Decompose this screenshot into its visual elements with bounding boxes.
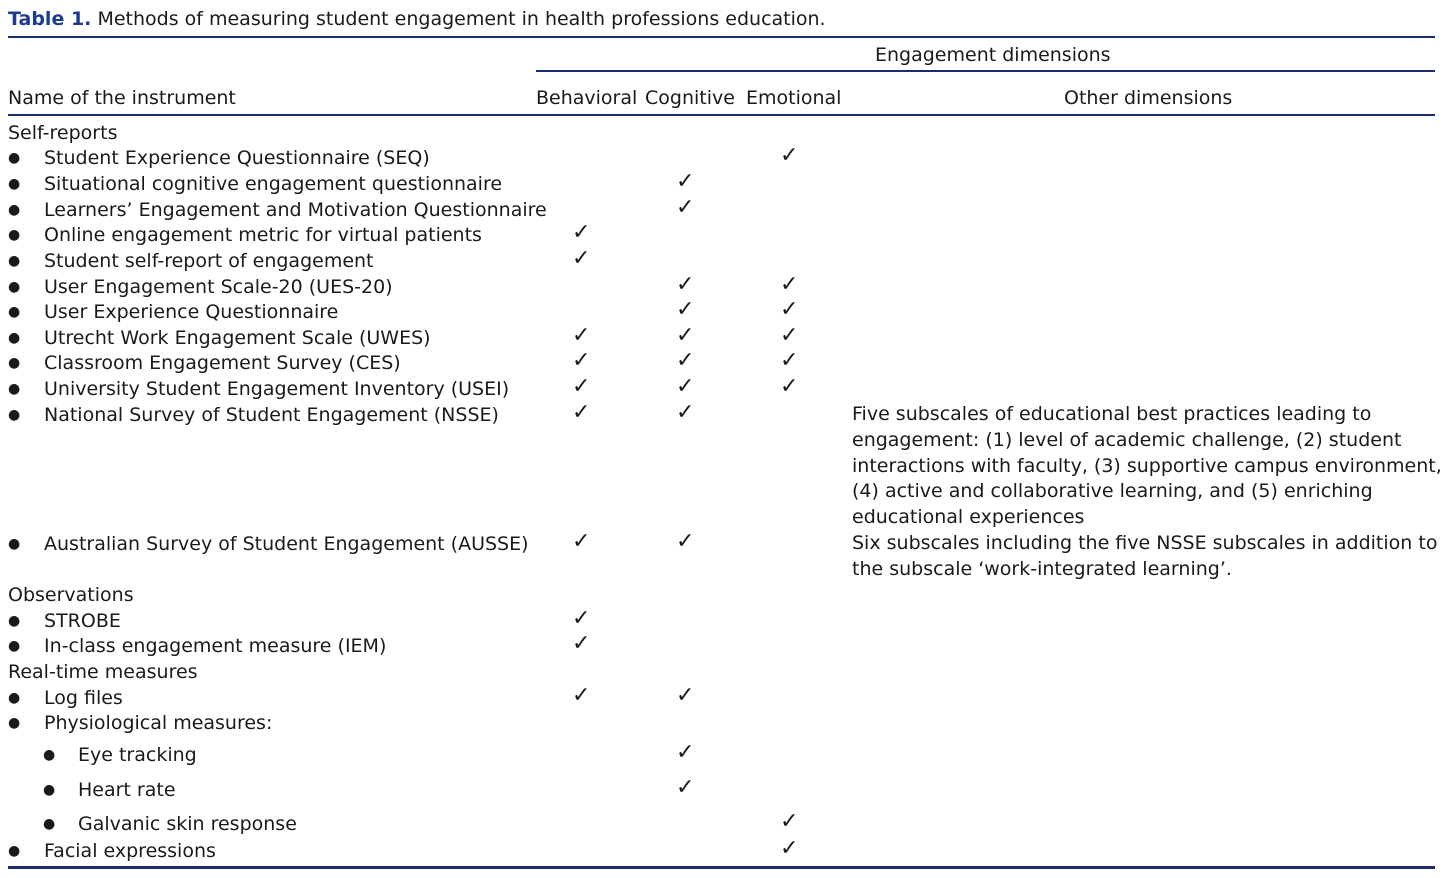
behavioral-check-icon: ✓ [572, 400, 591, 425]
instrument-name: In-class engagement measure (IEM) [44, 635, 387, 657]
bullet-icon: ● [8, 227, 21, 243]
bullet-icon: ● [8, 304, 21, 320]
emotional-check-icon: ✓ [780, 836, 799, 861]
bullet-icon: ● [8, 176, 21, 192]
header-rule [8, 114, 1435, 116]
bullet-icon: ● [8, 690, 21, 706]
cognitive-check-icon: ✓ [676, 374, 695, 399]
instrument-name: Utrecht Work Engagement Scale (UWES) [44, 327, 431, 349]
cognitive-check-icon: ✓ [676, 272, 695, 297]
bullet-icon: ● [8, 715, 21, 731]
behavioral-check-icon: ✓ [572, 348, 591, 373]
other-dimensions-line: Six subscales including the five NSSE subscales in addition to [852, 532, 1438, 554]
bullet-icon: ● [8, 253, 21, 269]
cognitive-check-icon: ✓ [676, 740, 695, 765]
bullet-icon: ● [8, 330, 21, 346]
instrument-name: Physiological measures: [44, 712, 273, 734]
cognitive-check-icon: ✓ [676, 169, 695, 194]
instrument-name: Eye tracking [78, 744, 197, 766]
column-header-cognitive: Cognitive [645, 87, 735, 109]
column-header-other: Other dimensions [1064, 87, 1233, 109]
column-header-name: Name of the instrument [8, 87, 236, 109]
behavioral-check-icon: ✓ [572, 529, 591, 554]
column-header-behavioral: Behavioral [536, 87, 638, 109]
instrument-name: Australian Survey of Student Engagement (AUSSE) [44, 533, 529, 555]
behavioral-check-icon: ✓ [572, 631, 591, 656]
table-caption [8, 8, 826, 30]
bullet-icon: ● [8, 381, 21, 397]
behavioral-check-icon: ✓ [572, 683, 591, 708]
emotional-check-icon: ✓ [780, 348, 799, 373]
instrument-name: User Engagement Scale-20 (UES-20) [44, 276, 393, 298]
bottom-rule [8, 866, 1435, 869]
bullet-icon: ● [8, 638, 21, 654]
top-rule [8, 36, 1435, 38]
instrument-name: Galvanic skin response [78, 813, 297, 835]
instrument-name: Log files [44, 687, 123, 709]
bullet-icon: ● [8, 202, 21, 218]
bullet-icon: ● [43, 816, 56, 832]
cognitive-check-icon: ✓ [676, 297, 695, 322]
cognitive-check-icon: ✓ [676, 683, 695, 708]
instrument-name: National Survey of Student Engagement (NSSE) [44, 404, 499, 426]
emotional-check-icon: ✓ [780, 374, 799, 399]
other-dimensions-line: educational experiences [852, 506, 1085, 529]
bullet-icon: ● [8, 843, 21, 859]
table-label: Table 1. [8, 8, 92, 30]
instrument-name: Heart rate [78, 779, 176, 801]
emotional-check-icon: ✓ [780, 323, 799, 348]
instrument-name: Facial expressions [44, 840, 216, 862]
emotional-check-icon: ✓ [780, 143, 799, 168]
behavioral-check-icon: ✓ [572, 374, 591, 399]
instrument-name: Student Experience Questionnaire (SEQ) [44, 147, 430, 169]
bullet-icon: ● [43, 747, 56, 763]
cognitive-check-icon: ✓ [676, 775, 695, 800]
other-dimensions-line: (4) active and collaborative learning, and (5) enriching [852, 480, 1373, 503]
bullet-icon: ● [8, 279, 21, 295]
bullet-icon: ● [43, 782, 56, 798]
emotional-check-icon: ✓ [780, 272, 799, 297]
instrument-name: Learners’ Engagement and Motivation Questionnaire [44, 199, 547, 221]
instrument-name: Student self-report of engagement [44, 250, 374, 272]
emotional-check-icon: ✓ [780, 809, 799, 834]
instrument-name: Online engagement metric for virtual patients [44, 224, 482, 246]
other-dimensions-line: interactions with faculty, (3) supportive campus environment, [852, 454, 1442, 477]
cognitive-check-icon: ✓ [676, 195, 695, 220]
bullet-icon: ● [8, 355, 21, 371]
behavioral-check-icon: ✓ [572, 323, 591, 348]
cognitive-check-icon: ✓ [676, 348, 695, 373]
behavioral-check-icon: ✓ [572, 246, 591, 271]
engagement-dimensions-header: Engagement dimensions [875, 44, 1111, 66]
section-heading-observations: Observations [8, 584, 134, 606]
bullet-icon: ● [8, 613, 21, 629]
other-dimensions-line: the subscale ‘work-integrated learning’. [852, 557, 1232, 580]
other-dimensions-text [852, 531, 1438, 583]
section-heading-real-time-measures: Real-time measures [8, 661, 198, 683]
behavioral-check-icon: ✓ [572, 606, 591, 631]
other-dimensions-line: Five subscales of educational best practices leading to [852, 403, 1372, 425]
bullet-icon: ● [8, 536, 21, 552]
group-header-rule [536, 70, 1435, 72]
emotional-check-icon: ✓ [780, 297, 799, 322]
instrument-name: Situational cognitive engagement questionnaire [44, 173, 503, 195]
instrument-name: Classroom Engagement Survey (CES) [44, 352, 401, 374]
cognitive-check-icon: ✓ [676, 323, 695, 348]
bullet-icon: ● [8, 150, 21, 166]
other-dimensions-text [852, 402, 1442, 531]
column-header-emotional: Emotional [746, 87, 842, 109]
cognitive-check-icon: ✓ [676, 400, 695, 425]
other-dimensions-line: engagement: (1) level of academic challenge, (2) student [852, 428, 1402, 451]
instrument-name: STROBE [44, 610, 121, 632]
section-heading-self-reports: Self-reports [8, 122, 118, 144]
cognitive-check-icon: ✓ [676, 529, 695, 554]
table-title: Methods of measuring student engagement in health professions education. [97, 8, 826, 30]
behavioral-check-icon: ✓ [572, 220, 591, 245]
bullet-icon: ● [8, 407, 21, 423]
instrument-name: User Experience Questionnaire [44, 301, 339, 323]
instrument-name: University Student Engagement Inventory (USEI) [44, 378, 510, 400]
